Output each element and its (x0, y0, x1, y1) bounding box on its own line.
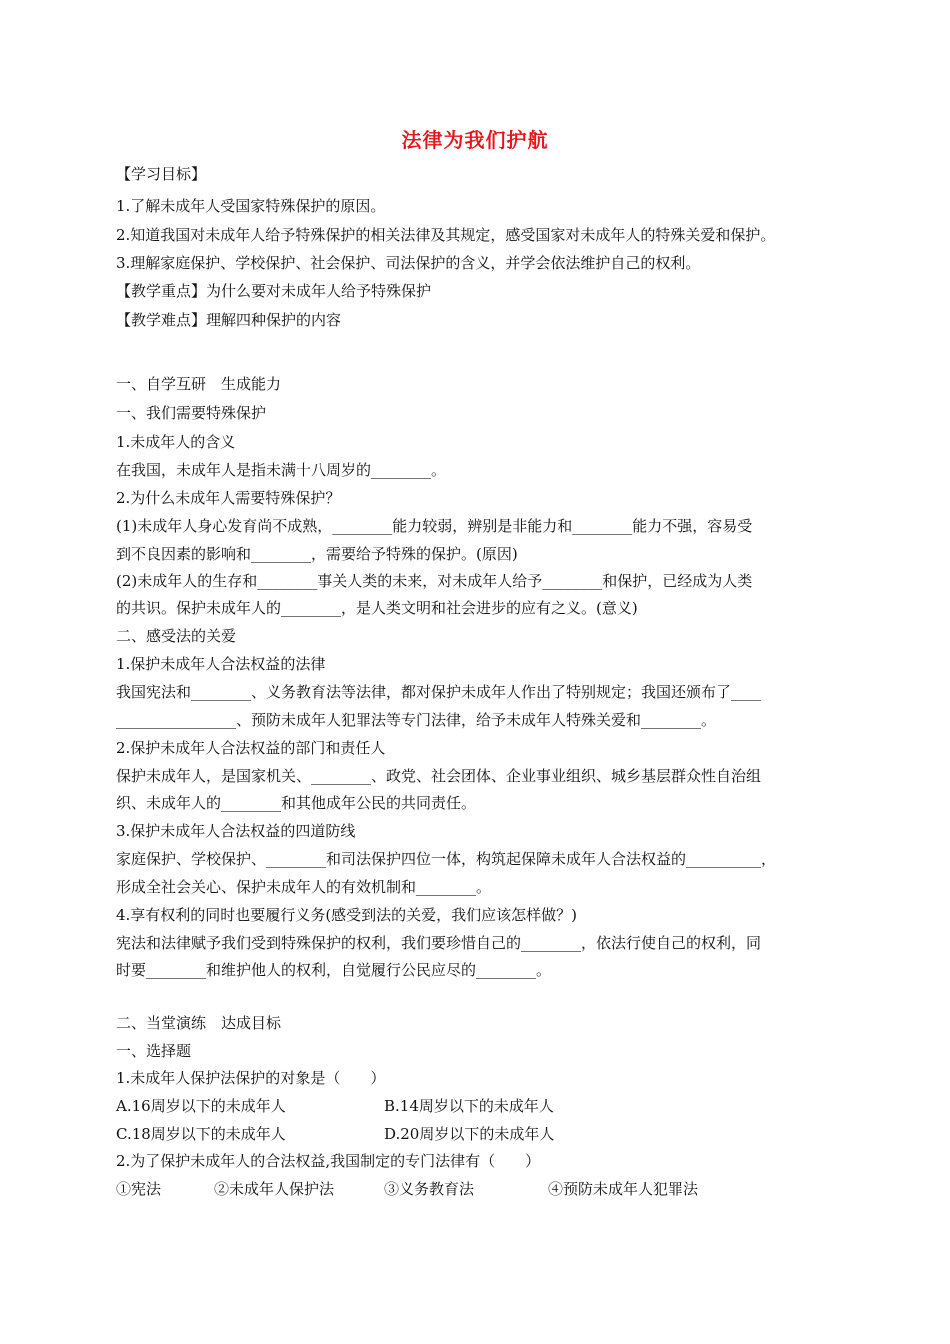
page-title: 法律为我们护航 (401, 128, 549, 152)
section-heading-law-care: 二、感受法的关爱 (116, 627, 237, 645)
paragraph-departments-a: 保护未成年人，是国家机关、________、政党、社会团体、企业事业组织、城乡基层群众性自治组 (116, 767, 762, 785)
paragraph-reason-1b: 到不良因素的影响和________，需要给予特殊的保护。(原因) (116, 545, 518, 563)
paragraph-reason-2a: (2)未成年人的生存和________事关人类的未来，对未成年人给予________和保护，已经成为人类 (116, 572, 753, 590)
teaching-difficulty: 【教学难点】理解四种保护的内容 (116, 311, 342, 329)
item-departments: 2.保护未成年人合法权益的部门和责任人 (116, 739, 386, 757)
question-2: 2.为了保护未成年人的合法权益,我国制定的专门法律有（ ） (116, 1152, 541, 1170)
question-1-option-d: D.20周岁以下的未成年人 (384, 1125, 555, 1143)
paragraph-rights-duties-b: 时要________和维护他人的权利，自觉履行公民应尽的________。 (116, 961, 552, 979)
question-2-option-2: ②未成年人保护法 (214, 1180, 335, 1198)
paragraph-four-defenses-a: 家庭保护、学校保护、________和司法保护四位一体，构筑起保障未成年人合法权益的__________， (116, 850, 777, 868)
paragraph-departments-b: 织、未成年人的________和其他成年公民的共同责任。 (116, 794, 477, 812)
paragraph-minor-definition: 在我国，未成年人是指未满十八周岁的________。 (116, 461, 447, 479)
paragraph-reason-2b: 的共识。保护未成年人的________，是人类文明和社会进步的应有之义。(意义) (116, 599, 638, 617)
question-1: 1.未成年人保护法保护的对象是（ ） (116, 1069, 386, 1087)
part-heading-practice: 二、当堂演练 达成目标 (116, 1014, 282, 1032)
question-1-option-b: B.14周岁以下的未成年人 (384, 1097, 554, 1115)
paragraph-laws-b: ________________、预防未成年人犯罪法等专门法律，给予未成年人特殊关爱和________。 (116, 711, 717, 729)
section-heading-choice: 一、选择题 (116, 1042, 192, 1060)
section-heading-objectives: 【学习目标】 (116, 165, 207, 183)
objective-1: 1.了解未成年人受国家特殊保护的原因。 (116, 197, 386, 215)
teaching-focus: 【教学重点】为什么要对未成年人给予特殊保护 (116, 282, 432, 300)
question-1-option-a: A.16周岁以下的未成年人 (116, 1097, 286, 1115)
item-four-defenses: 3.保护未成年人合法权益的四道防线 (116, 822, 356, 840)
item-laws: 1.保护未成年人合法权益的法律 (116, 655, 326, 673)
paragraph-four-defenses-b: 形成全社会关心、保护未成年人的有效机制和________。 (116, 878, 492, 896)
question-1-option-c: C.18周岁以下的未成年人 (116, 1125, 286, 1143)
question-2-option-1: ①宪法 (116, 1180, 162, 1198)
item-why-protection: 2.为什么未成年人需要特殊保护？ (116, 489, 341, 507)
section-heading-special-protection: 一、我们需要特殊保护 (116, 404, 267, 422)
paragraph-laws-a: 我国宪法和________、义务教育法等法律，都对保护未成年人作出了特别规定；我国还颁布了____ (116, 683, 762, 701)
objective-3: 3.理解家庭保护、学校保护、社会保护、司法保护的含义，并学会依法维护自己的权利。 (116, 254, 701, 272)
objective-2: 2.知道我国对未成年人给予特殊保护的相关法律及其规定，感受国家对未成年人的特殊关爱和保护。 (116, 226, 776, 244)
question-2-option-4: ④预防未成年人犯罪法 (548, 1180, 699, 1198)
question-2-option-3: ③义务教育法 (384, 1180, 475, 1198)
part-heading-self-study: 一、自学互研 生成能力 (116, 375, 282, 393)
paragraph-reason-1a: (1)未成年人身心发育尚不成熟，________能力较弱，辨别是非能力和________能力不强，容易受 (116, 517, 753, 535)
item-minor-definition: 1.未成年人的含义 (116, 433, 236, 451)
item-rights-duties: 4.享有权利的同时也要履行义务(感受到法的关爱，我们应该怎样做？) (116, 906, 578, 924)
paragraph-rights-duties-a: 宪法和法律赋予我们受到特殊保护的权利，我们要珍惜自己的________，依法行使自己的权利，同 (116, 934, 762, 952)
